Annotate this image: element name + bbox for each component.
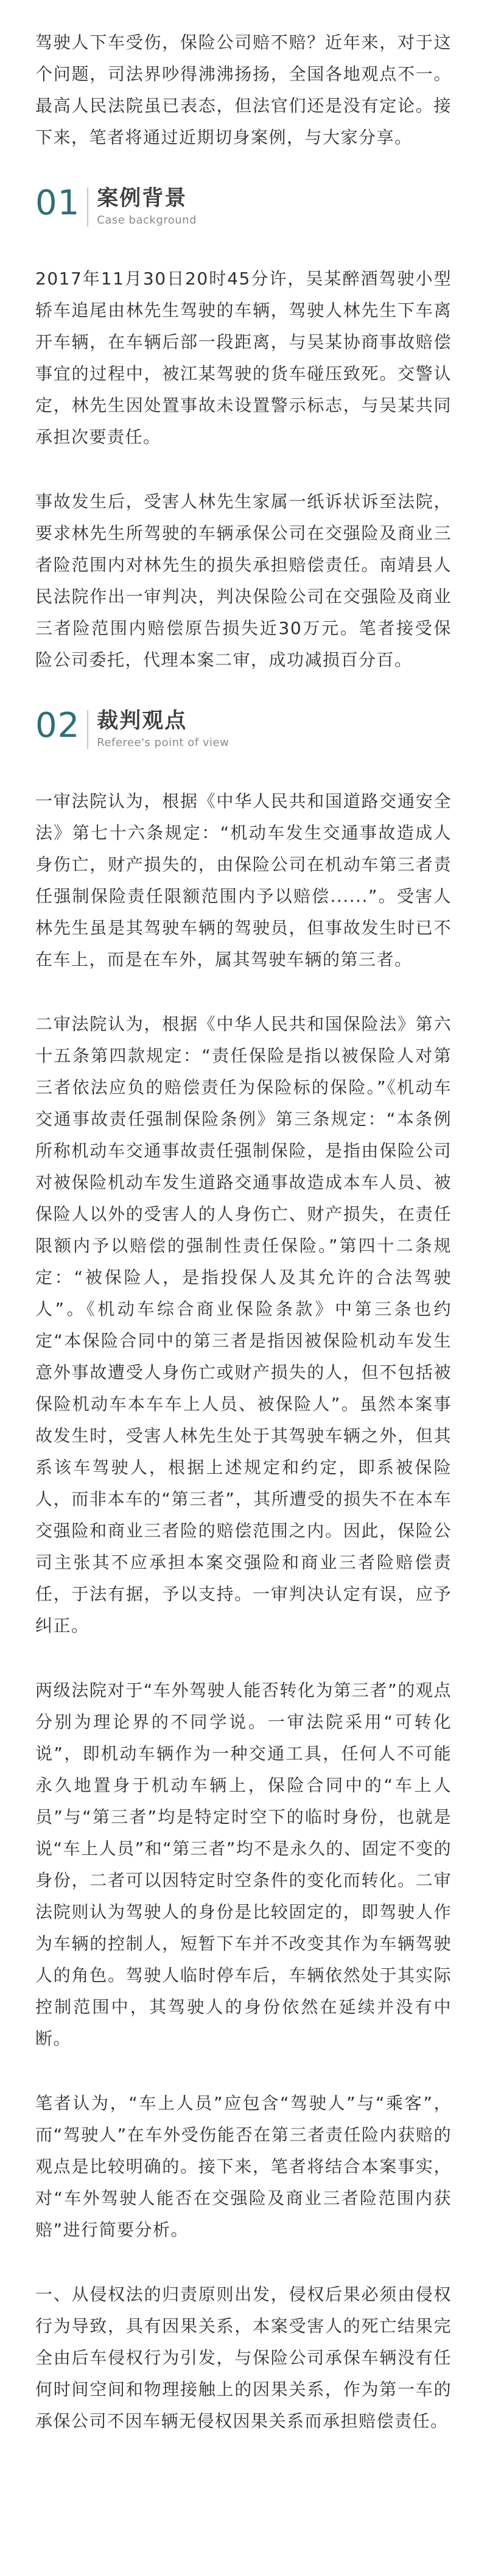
section-number: 01 [35,183,80,223]
section-header-case-background [35,183,452,228]
paragraph: 事故发生后，受害人林先生家属一纸诉状诉至法院，要求林先生所驾驶的车辆承保公司在交强险及商业三者险范围内对林先生的损失承担赔偿责任。南靖县人民法院作出一审判决，判决保险公司在交强险及商业三者险范围内赔偿原告损失近30万元。笔者接受保险公司委托，代理本案二审，成功减损百分百。 [35,491,452,670]
intro-paragraph: 驾驶人下车受伤，保险公司赔不赔？近年来，对于这个问题，司法界吵得沸沸扬扬，全国各地观点不一。最高人民法院虽已表态，但法官们还是没有定论。接下来，笔者将通过近期切身案例，与大家分享。 [35,32,452,147]
paragraph: 一、从侵权法的归责原则出发，侵权后果必须由侵权行为导致，具有因果关系，本案受害人的死亡结果完全由后车侵权行为引发，与保险公司承保车辆没有任何时间空间和物理接触上的因果关系，作为第一车的承保公司不因车辆无侵权因果关系而承担赔偿责任。 [35,2284,452,2431]
section-number: 02 [35,706,80,745]
section-title: 案例背景 [97,186,187,211]
paragraph: 二审法院认为，根据《中华人民共和国保险法》第六十五条第四款规定：“责任保险是指以被保险人对第三者依法应负的赔偿责任为保险标的保险。”《机动车交通事故责任强制保险条例》第三条规定：“本条例所称机动车交通事故责任强制保险，是指由保险公司对被保险机动车发生道路交通事故造成本车人员、被保险人以外的受害人的人身伤亡、财产损失，在责任限额内予以赔偿的强制性责任保险。”第四十二条规定：“被保险人，是指投保人及其允许的合法驾驶人”。《机动车综合商业保险条款》中第三条也约定“本保险合同中的第三者是指因被保险机动车发生意外事故遭受人身伤亡或财产损失的人，但不包括被保险机动车本车车上人员、被保险人”。虽然本案事故发生时，受害人林先生处于其驾驶车辆之外，但其系该车驾驶人，根据上述规定和约定，即系被保险人，而非本车的“第三者”，其所遭受的损失不在本车交强险和商业三者险的赔偿范围之内。因此，保险公司主张其不应承担本案交强险和商业三者险赔偿责任，于法有据，予以支持。一审判决认定有误，应予纠正。 [35,1014,452,1636]
section-subtitle: Case background [97,214,197,227]
section-header-referee-view [35,706,452,750]
paragraph: 笔者认为，“车上人员”应包含“驾驶人”与“乘客”，而“驾驶人”在车外受伤能否在第三者责任险内获赔的观点是比较明确的。接下来，笔者将结合本案事实，对“车外驾驶人能否在交强险及商业三者险范围内获赔”进行简要分析。 [35,2093,452,2240]
paragraph: 2017年11月30日20时45分许，吴某醉酒驾驶小型轿车追尾由林先生驾驶的车辆，驾驶人林先生下车离开车辆，在车辆后部一段距离，与吴某协商事故赔偿事宜的过程中，被江某驾驶的货车碰压致死。交警认定，林先生因处置事故未设置警示标志，与吴某共同承担次要责任。 [35,269,452,447]
paragraph: 一审法院认为，根据《中华人民共和国道路交通安全法》第七十六条规定：“机动车发生交通事故造成人身伤亡，财产损失的，由保险公司在机动车第三者责任强制保险责任限额范围内予以赔偿......”。受害人林先生虽是其驾驶车辆的驾驶员，但事故发生时已不在车上，而是在车外，属其驾驶车辆的第三者。 [35,791,452,970]
section-title: 裁判观点 [97,709,187,733]
paragraph: 两级法院对于“车外驾驶人能否转化为第三者”的观点分别为理论界的不同学说。一审法院采用“可转化说”，即机动车辆作为一种交通工具，任何人不可能永久地置身于机动车辆上，保险合同中的“车上人员”与“第三者”均是特定时空下的临时身份，也就是说“车上人员”和“第三者”均不是永久的、固定不变的身份，二者可以因特定时空条件的变化而转化。二审法院则认为驾驶人的身份是比较固定的，即驾驶人作为车辆的控制人，短暂下车并不改变其作为车辆驾驶人的角色。驾驶人临时停车后，车辆依然处于其实际控制范围中，其驾驶人的身份依然在延续并没有中断。 [35,1680,452,2049]
section-divider [87,710,88,749]
section-divider [87,188,88,227]
section-subtitle: Referee's point of view [97,736,229,749]
